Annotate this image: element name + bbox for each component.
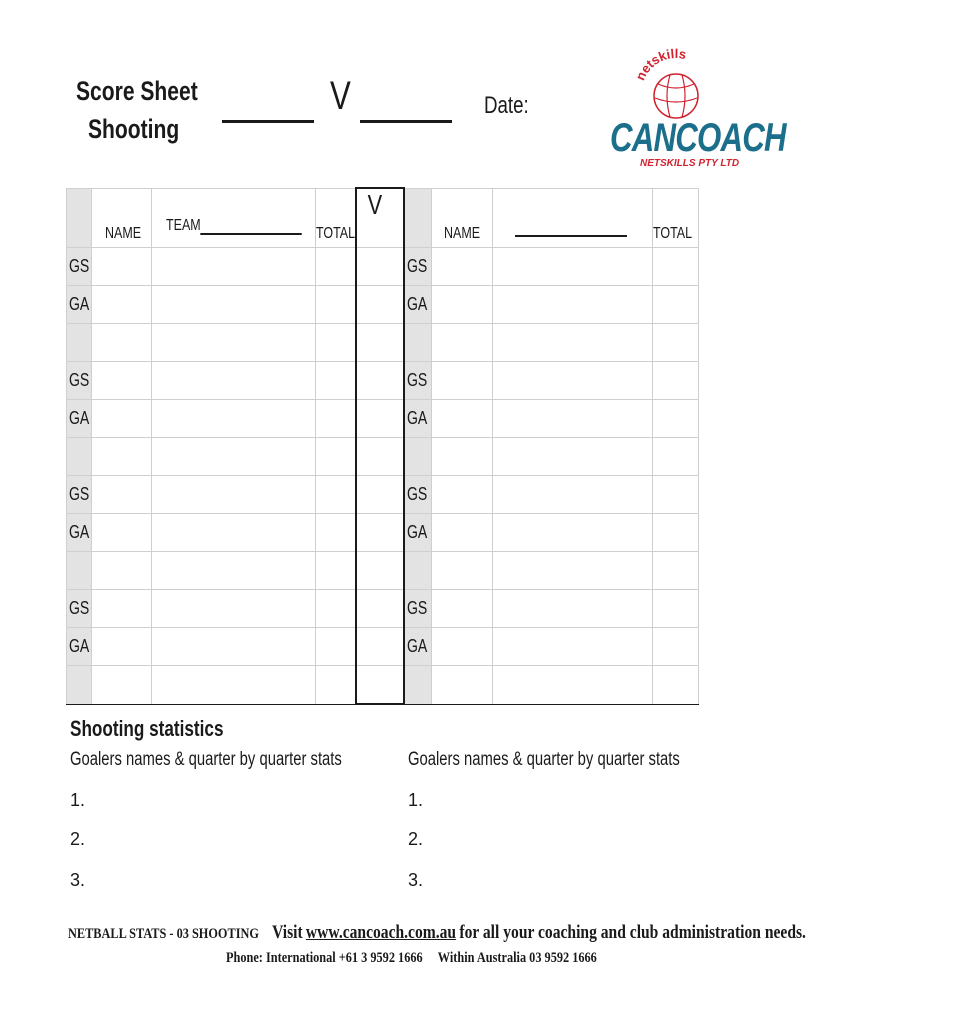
position-cell-right bbox=[404, 248, 432, 286]
name-cell-left[interactable] bbox=[92, 514, 152, 552]
table-row bbox=[67, 552, 699, 590]
name-cell-left[interactable] bbox=[92, 286, 152, 324]
versus-column-cell[interactable] bbox=[356, 476, 404, 514]
versus-column-cell[interactable] bbox=[356, 286, 404, 324]
position-cell-left bbox=[67, 476, 92, 514]
footer-line bbox=[68, 922, 806, 944]
team-cell-left[interactable] bbox=[152, 628, 316, 666]
position-cell-left bbox=[67, 400, 92, 438]
position-cell-left bbox=[67, 628, 92, 666]
total-cell-right[interactable] bbox=[653, 400, 699, 438]
total-cell-right[interactable] bbox=[653, 552, 699, 590]
versus-column-cell[interactable] bbox=[356, 628, 404, 666]
name-cell-left[interactable] bbox=[92, 590, 152, 628]
footer-website-link[interactable]: www.cancoach.com.au bbox=[305, 922, 457, 943]
position-label: GS bbox=[406, 598, 427, 618]
position-label: GS bbox=[69, 370, 90, 390]
team-cell-left[interactable] bbox=[152, 476, 316, 514]
table-row bbox=[67, 286, 699, 324]
total-cell-left[interactable] bbox=[316, 628, 356, 666]
total-cell-left[interactable] bbox=[316, 286, 356, 324]
name-cell-right[interactable] bbox=[432, 286, 493, 324]
team-cell-left[interactable] bbox=[152, 666, 316, 705]
stats-subtitle-right: Goalers names & quarter by quarter stats bbox=[408, 749, 680, 770]
footer-tagline: for all your coaching and club administration needs. bbox=[459, 922, 806, 943]
position-label: GA bbox=[69, 294, 90, 314]
team-cell-left[interactable] bbox=[152, 552, 316, 590]
team-cell-left[interactable] bbox=[152, 362, 316, 400]
name-cell-left[interactable] bbox=[92, 628, 152, 666]
position-label: GS bbox=[69, 598, 90, 618]
team-cell-right[interactable] bbox=[493, 552, 653, 590]
team-cell-right[interactable] bbox=[493, 438, 653, 476]
team-cell-right[interactable] bbox=[493, 590, 653, 628]
total-cell-right[interactable] bbox=[653, 476, 699, 514]
total-cell-right[interactable] bbox=[653, 248, 699, 286]
position-cell-right bbox=[404, 324, 432, 362]
position-header-cell-right bbox=[404, 188, 432, 248]
total-cell-left[interactable] bbox=[316, 438, 356, 476]
versus-column-cell[interactable] bbox=[356, 400, 404, 438]
stats-title: Shooting statistics bbox=[70, 716, 224, 741]
position-cell-right bbox=[404, 666, 432, 705]
team-name-blank-right bbox=[515, 235, 627, 237]
goaler-entry-right: 2. bbox=[408, 829, 424, 849]
team-name-blank bbox=[201, 233, 302, 235]
team-cell-left[interactable] bbox=[152, 324, 316, 362]
table-row bbox=[67, 248, 699, 286]
name-cell-left[interactable] bbox=[92, 324, 152, 362]
position-label: GA bbox=[406, 522, 427, 542]
name-cell-right[interactable] bbox=[432, 590, 493, 628]
total-cell-right[interactable] bbox=[653, 514, 699, 552]
score-table bbox=[66, 187, 698, 693]
versus-label: V bbox=[330, 74, 351, 118]
total-cell-left[interactable] bbox=[316, 400, 356, 438]
name-cell-right[interactable] bbox=[432, 362, 493, 400]
logo-subtitle: NETSKILLS PTY LTD bbox=[640, 158, 740, 169]
total-cell-right[interactable] bbox=[653, 590, 699, 628]
table-row bbox=[67, 590, 699, 628]
name-cell-right[interactable] bbox=[432, 476, 493, 514]
table-row bbox=[67, 628, 699, 666]
total-cell-right[interactable] bbox=[653, 362, 699, 400]
position-cell-right bbox=[404, 514, 432, 552]
goaler-entry-right: 3. bbox=[408, 870, 424, 890]
position-label: GS bbox=[406, 484, 427, 504]
phone-international: Phone: International +61 3 9592 1666 bbox=[226, 950, 423, 966]
position-cell-right bbox=[404, 286, 432, 324]
svg-text:netskills bbox=[636, 46, 687, 83]
name-cell-left[interactable] bbox=[92, 438, 152, 476]
team-header-left: TEAM bbox=[152, 188, 316, 248]
team-cell-right[interactable] bbox=[493, 248, 653, 286]
name-cell-right[interactable] bbox=[432, 666, 493, 705]
home-team-blank bbox=[222, 120, 314, 123]
position-label: GS bbox=[69, 256, 90, 276]
total-cell-left[interactable] bbox=[316, 552, 356, 590]
position-cell-left bbox=[67, 590, 92, 628]
team-cell-left[interactable] bbox=[152, 590, 316, 628]
name-cell-left[interactable] bbox=[92, 400, 152, 438]
total-header-left: TOTAL bbox=[316, 188, 356, 248]
name-cell-left[interactable] bbox=[92, 248, 152, 286]
position-cell-left bbox=[67, 286, 92, 324]
position-label: GA bbox=[69, 522, 90, 542]
table-row bbox=[67, 514, 699, 552]
team-cell-right[interactable] bbox=[493, 666, 653, 705]
position-label: GS bbox=[406, 256, 427, 276]
name-cell-right[interactable] bbox=[432, 514, 493, 552]
footer-visit-text: Visit bbox=[272, 922, 303, 943]
team-cell-left[interactable] bbox=[152, 400, 316, 438]
name-cell-left[interactable] bbox=[92, 552, 152, 590]
page-subtitle: Shooting bbox=[88, 114, 180, 144]
position-cell-left bbox=[67, 438, 92, 476]
name-cell-right[interactable] bbox=[432, 628, 493, 666]
total-cell-right[interactable] bbox=[653, 324, 699, 362]
versus-column-cell[interactable] bbox=[356, 324, 404, 362]
date-label: Date: bbox=[484, 92, 529, 119]
versus-column-cell[interactable] bbox=[356, 552, 404, 590]
logo-arc-text: etskills bbox=[637, 46, 688, 76]
position-cell-right bbox=[404, 628, 432, 666]
name-cell-right[interactable] bbox=[432, 438, 493, 476]
table-row bbox=[67, 362, 699, 400]
team-blank-right-cell bbox=[493, 188, 653, 248]
position-cell-left bbox=[67, 666, 92, 705]
table-row bbox=[67, 476, 699, 514]
team-cell-right[interactable] bbox=[493, 324, 653, 362]
total-cell-right[interactable] bbox=[653, 666, 699, 705]
versus-column-cell[interactable] bbox=[356, 666, 404, 705]
position-cell-left bbox=[67, 362, 92, 400]
footer-doc-label: NETBALL STATS - 03 SHOOTING bbox=[68, 926, 259, 942]
position-cell-right bbox=[404, 590, 432, 628]
total-cell-right[interactable] bbox=[653, 438, 699, 476]
team-cell-left[interactable] bbox=[152, 248, 316, 286]
away-team-blank bbox=[360, 120, 452, 123]
total-cell-left[interactable] bbox=[316, 590, 356, 628]
table-row bbox=[67, 324, 699, 362]
position-header-cell bbox=[67, 188, 92, 248]
name-header-right: NAME bbox=[432, 188, 493, 248]
name-header-left: NAME bbox=[92, 188, 152, 248]
position-label: GA bbox=[406, 636, 427, 656]
table-row bbox=[67, 666, 699, 705]
position-cell-right bbox=[404, 438, 432, 476]
versus-column-cell[interactable] bbox=[356, 438, 404, 476]
position-label: GS bbox=[69, 484, 90, 504]
name-cell-right[interactable] bbox=[432, 324, 493, 362]
total-cell-left[interactable] bbox=[316, 666, 356, 705]
total-cell-right[interactable] bbox=[653, 286, 699, 324]
position-cell-right bbox=[404, 400, 432, 438]
table-row bbox=[67, 438, 699, 476]
name-cell-left[interactable] bbox=[92, 362, 152, 400]
team-cell-right[interactable] bbox=[493, 286, 653, 324]
position-cell-right bbox=[404, 552, 432, 590]
position-label: GA bbox=[406, 408, 427, 428]
name-cell-right[interactable] bbox=[432, 248, 493, 286]
position-label: GA bbox=[406, 294, 427, 314]
team-cell-left[interactable] bbox=[152, 286, 316, 324]
position-cell-left bbox=[67, 248, 92, 286]
team-cell-left[interactable] bbox=[152, 438, 316, 476]
position-label: GA bbox=[69, 408, 90, 428]
team-cell-right[interactable] bbox=[493, 362, 653, 400]
name-cell-left[interactable] bbox=[92, 476, 152, 514]
position-cell-left bbox=[67, 324, 92, 362]
team-cell-right[interactable] bbox=[493, 476, 653, 514]
position-cell-right bbox=[404, 362, 432, 400]
footer-phone-line bbox=[226, 950, 678, 967]
name-cell-right[interactable] bbox=[432, 400, 493, 438]
team-cell-left[interactable] bbox=[152, 514, 316, 552]
name-cell-left[interactable] bbox=[92, 666, 152, 705]
goaler-entry-left: 1. bbox=[70, 790, 86, 810]
phone-australia: Within Australia 03 9592 1666 bbox=[437, 950, 597, 966]
team-cell-right[interactable] bbox=[493, 514, 653, 552]
versus-column-header: V bbox=[356, 188, 404, 248]
versus-column-cell[interactable] bbox=[356, 362, 404, 400]
goaler-entry-left: 2. bbox=[70, 829, 86, 849]
netball-logo-icon bbox=[636, 46, 716, 127]
goaler-entry-left: 3. bbox=[70, 870, 86, 890]
versus-column-cell[interactable] bbox=[356, 590, 404, 628]
team-cell-right[interactable] bbox=[493, 628, 653, 666]
table-header-row bbox=[67, 188, 699, 248]
total-cell-left[interactable] bbox=[316, 362, 356, 400]
position-cell-right bbox=[404, 476, 432, 514]
position-cell-left bbox=[67, 514, 92, 552]
total-cell-left[interactable] bbox=[316, 248, 356, 286]
versus-column-cell[interactable] bbox=[356, 514, 404, 552]
total-header-right: TOTAL bbox=[653, 188, 699, 248]
page-title: Score Sheet bbox=[76, 76, 198, 106]
total-cell-left[interactable] bbox=[316, 476, 356, 514]
total-cell-left[interactable] bbox=[316, 324, 356, 362]
name-cell-right[interactable] bbox=[432, 552, 493, 590]
table-row bbox=[67, 400, 699, 438]
versus-column-cell[interactable] bbox=[356, 248, 404, 286]
position-label: GS bbox=[406, 370, 427, 390]
total-cell-right[interactable] bbox=[653, 628, 699, 666]
position-label: GA bbox=[69, 636, 90, 656]
goaler-entry-right: 1. bbox=[408, 790, 424, 810]
team-cell-right[interactable] bbox=[493, 400, 653, 438]
stats-subtitle-left: Goalers names & quarter by quarter stats bbox=[70, 749, 342, 770]
logo-brand: CANCOACH bbox=[610, 116, 786, 160]
total-cell-left[interactable] bbox=[316, 514, 356, 552]
position-cell-left bbox=[67, 552, 92, 590]
